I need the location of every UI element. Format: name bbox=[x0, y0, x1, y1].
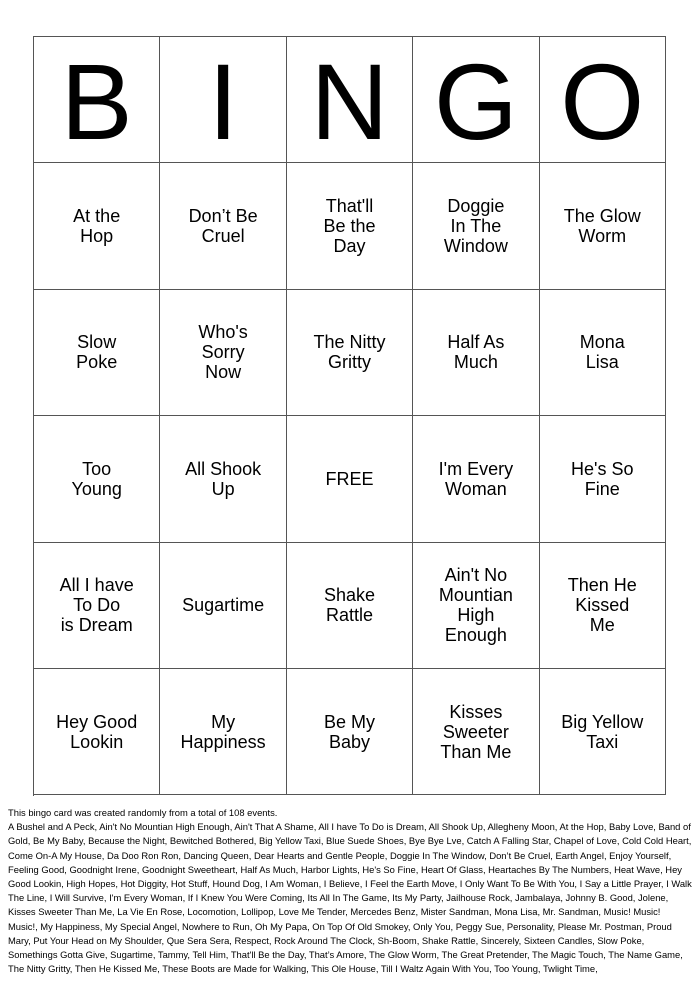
bingo-cell bbox=[34, 163, 160, 289]
header-letter: B bbox=[60, 40, 133, 162]
cell-label: My Happiness bbox=[180, 711, 266, 752]
cell-label: Who's Sorry Now bbox=[198, 322, 248, 383]
cell-label: Be My Baby bbox=[323, 711, 375, 752]
header-letter-n bbox=[287, 37, 413, 163]
bingo-cell bbox=[160, 416, 286, 542]
card-footer bbox=[8, 806, 692, 976]
cell-label: Slow Poke bbox=[76, 332, 118, 373]
bingo-cell bbox=[287, 163, 413, 289]
cell-label: I'm Every Woman bbox=[438, 458, 514, 499]
cell-label: Sugartime bbox=[182, 595, 265, 616]
cell-label: The Nitty Gritty bbox=[313, 332, 386, 373]
cell-label: Half As Much bbox=[447, 332, 505, 373]
bingo-cell bbox=[160, 290, 286, 416]
cell-label: Ain't No Mountian High Enough bbox=[438, 565, 513, 646]
cell-label: Kisses Sweeter Than Me bbox=[440, 701, 512, 762]
header-letter: N bbox=[310, 40, 389, 162]
bingo-cell bbox=[413, 416, 539, 542]
bingo-cell bbox=[34, 543, 160, 669]
header-row bbox=[34, 37, 666, 163]
header-letter-i bbox=[160, 37, 286, 163]
bingo-cell bbox=[160, 669, 286, 795]
bingo-cell bbox=[413, 163, 539, 289]
bingo-cell bbox=[34, 290, 160, 416]
grid-row-2 bbox=[34, 290, 666, 416]
cell-label: Big Yellow Taxi bbox=[561, 711, 644, 752]
bingo-card bbox=[33, 36, 666, 796]
cell-label: The Glow Worm bbox=[563, 206, 641, 247]
cell-label: FREE bbox=[325, 468, 374, 489]
grid-row-1 bbox=[34, 163, 666, 289]
bingo-cell bbox=[287, 543, 413, 669]
cell-label: Mona Lisa bbox=[579, 332, 625, 373]
cell-label: That'll Be the Day bbox=[323, 196, 376, 257]
bingo-cell bbox=[413, 543, 539, 669]
bingo-cell bbox=[413, 669, 539, 795]
bingo-cell bbox=[540, 290, 666, 416]
bingo-cell bbox=[540, 543, 666, 669]
cell-label: Too Young bbox=[71, 458, 122, 499]
bingo-cell bbox=[34, 416, 160, 542]
cell-label: All Shook Up bbox=[185, 458, 262, 499]
header-letter: G bbox=[433, 40, 518, 162]
bingo-cell bbox=[160, 163, 286, 289]
footer-intro: This bingo card was created randomly from a total of 108 events. bbox=[8, 807, 278, 818]
cell-label: Shake Rattle bbox=[323, 585, 375, 626]
bingo-cell bbox=[160, 543, 286, 669]
bingo-cell bbox=[540, 163, 666, 289]
cell-label: Hey Good Lookin bbox=[56, 711, 138, 752]
bingo-cell bbox=[413, 290, 539, 416]
bingo-cell bbox=[287, 290, 413, 416]
header-letter-o bbox=[540, 37, 666, 163]
bingo-cell bbox=[287, 669, 413, 795]
cell-label: At the Hop bbox=[73, 206, 121, 247]
cell-label: Don’t Be Cruel bbox=[188, 206, 258, 247]
bingo-cell bbox=[540, 416, 666, 542]
grid-row-4 bbox=[34, 543, 666, 669]
header-letter: I bbox=[208, 40, 239, 162]
grid-row-5 bbox=[34, 669, 666, 795]
bingo-cell bbox=[34, 669, 160, 795]
bingo-cell bbox=[540, 669, 666, 795]
cell-label: He's So Fine bbox=[571, 458, 634, 499]
free-cell bbox=[287, 416, 413, 542]
cell-label: All I have To Do is Dream bbox=[59, 575, 134, 636]
grid-row-3 bbox=[34, 416, 666, 542]
cell-label: Doggie In The Window bbox=[443, 196, 508, 257]
cell-label: Then He Kissed Me bbox=[567, 575, 637, 636]
event-list: A Bushel and A Peck, Ain't No Mountian High Enough, Ain't That A Shame, All I have To Do is Dream, All Shook Up, Allegheny Moon, At the Hop, Baby Love, Band of Gold, Be My Baby, Because the Night, Bewitched Bothered, Big Yellow Taxi, Blue Suede Shoes, Bye Bye Lve, Catch A Falling Star, Chapel of Love, Cold Cold Heart, Come On-A My House, Da Doo Ron Ron, Dancing Queen, Dear Hearts and Gentle People, Doggie In The Window, Don’t Be Cruel, Earth Angel, Enjoy Yourself, Feeling Good, Goodnight Irene, Goodnight Sweetheart, Half As Much, Harbor Lights, He's So Fine, Heart Of Glass, Heartaches By The Numbers, Heat Wave, Hey Good Lookin, High Hopes, Hot Diggity, Hot Stuff, Hound Dog, I Am Woman, I Believe, I Feel the Earth Move, I Only Want To Be With You, I Say a Little Prayer, I Walk The Line, I Will Survive, I'm Every Woman, If I Knew You Were Coming, Its All In The Game, Its My Party, Jailhouse Rock, Jambalaya, Johnny B. Good, Jolene, Kisses Sweeter Than Me, La Vie En Rose, Locomotion, Lollipop, Love Me Tender, Mercedes Benz, Mister Sandman, Mona Lisa, Mr. Sandman, Music! Music! Music!, My Happiness, My Special Angel, Nowhere to Run, Oh My Papa, On Top Of Old Smokey, Only You, Peggy Sue, Personality, Please Mr. Postman, Proud Mary, Put Your Head on My Shoulder, Que Sera Sera, Respect, Rock Around The Clock, Sh-Boom, Shake Rattle, Sincerely, Sixteen Candles, Slow Poke, Somethings Gotta Give, Sugartime, Tammy, Tell Him, That'll Be the Day, That’s Amore, The Glow Worm, The Great Pretender, The Magic Touch, The Name Game, The Nitty Gritty, Then He Kissed Me, These Boots are Made for Walking, This Ole House, Till I Waltz Again With You, Too Young, Twlight Time, bbox=[8, 821, 692, 975]
header-letter-b bbox=[34, 37, 160, 163]
header-letter-g bbox=[413, 37, 539, 163]
header-letter: O bbox=[560, 40, 645, 162]
